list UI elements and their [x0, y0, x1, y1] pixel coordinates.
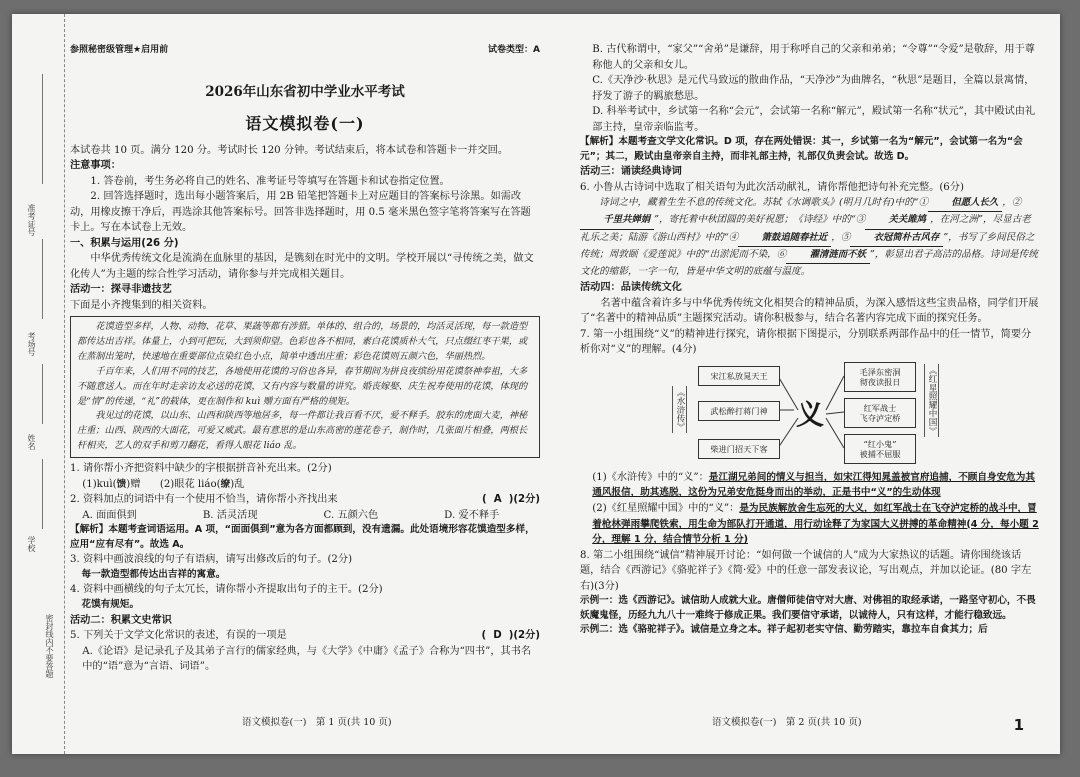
passage-text: ②	[1011, 197, 1022, 209]
score: (2分)	[513, 630, 540, 642]
option: A. 面面俱到	[82, 509, 137, 521]
question-8-example-2: 示例二：选《骆驼祥子》。诚信是立身之本。祥子起初老实守信、勤劳踏实，靠拉车自食其力；后	[580, 624, 988, 636]
activity-heading: 活动四：品读传统文化	[580, 282, 682, 294]
question-5-option-c: C.《天净沙·秋思》是元代马致远的散曲作品，“天净沙”为曲牌名，“秋思”是题目，全篇以景寓情，抒发了游子的羁旅愁思。	[592, 75, 1035, 102]
question-1-blanks	[70, 477, 540, 493]
blank-suffix: )赠	[126, 478, 141, 490]
question-3: 3. 资料中画波浪线的句子有语病，请写出修改后的句子。(2分)	[70, 554, 353, 566]
corner-page-number: 1	[1013, 716, 1024, 734]
notice-item: 2. 回答选择题时，选出每小题答案后，用 2B 铅笔把答题卡上对应题目的答案标号涂黑。如需改动，用橡皮擦干净后，再选涂其他答案标号。回答非选择题时，用 0.5 毫米黑色签字笔将答案写在答题卡上。写在本试卷上无效。	[70, 191, 531, 233]
question-6-passage	[580, 195, 1040, 280]
question-2-options	[70, 508, 540, 524]
page-1	[70, 14, 540, 675]
passage-text: ，在河之洲”，尽显古老礼乐之美；陆游《游山西村》中的“④	[580, 214, 1031, 243]
passage-text: 诗词之中，藏着生生不息的传统文化。苏轼《水调歌头》(明月几时有)中的“①	[599, 197, 929, 209]
binding-strip	[12, 14, 65, 754]
question-3-answer: 每一款造型都传达出吉祥的寓意。	[81, 568, 226, 580]
question-8-example-1: 示例一：选《西游记》。诚信助人成就大业。唐僧师徒信守对大唐、对佛祖的取经承诺，一路坚守初心，不畏妖魔鬼怪，历经九九八十一难终于修成正果。我们要信守承诺，以诚待人，只有这样，才能行稳致远。	[580, 595, 1036, 621]
bind-line	[42, 459, 43, 529]
passage-text: ，	[1002, 197, 1012, 209]
blank-prefix: (2)眼花 liáo(	[159, 478, 221, 490]
poem-answer: 箫鼓追随春社近	[738, 230, 831, 247]
activity-heading: 活动一：探寻非遗技艺	[70, 284, 172, 295]
question-2-answer: ( A )(2分)	[482, 494, 540, 506]
bind-label-room: 考场号	[27, 332, 36, 356]
passage-text: ，	[831, 231, 841, 243]
diagram-item: 毛泽东密洞 彻夜读报日	[844, 362, 916, 392]
question-2-analysis: 【解析】本题考查词语运用。A 项，“面面俱到”意为各方面都顾到，没有遗漏。此处语境形容花馍造型多样，应用“应有尽有”。故选 A。	[70, 524, 535, 550]
question-5-option-b: B. 古代称谓中，“家父”“舍弟”是谦辞，用于称呼自己的父亲和弟弟；“令尊”“令爱”是敬辞，用于尊称他人的父亲和女儿。	[592, 44, 1035, 71]
footer-page-2: 语文模拟卷(一) 第 2 页(共 10 页)	[712, 717, 862, 728]
answer-text: 是江湖兄弟间的情义与担当，如宋江得知晁盖被官府追捕，不顾自身安危为其通风报信，助其逃脱，这份为兄弟安危挺身而出的举动，正是书中“义”的生动体现	[592, 471, 1035, 499]
material-intro: 下面是小齐搜集到的相关资料。	[70, 299, 213, 311]
question-8: 8. 第二小组围绕“诚信”精神展开讨论：“如何做一个诚信的人”成为大家热议的话题。请你围绕该话题，结合《西游记》《骆驼祥子》《简·爱》中的任意一部发表议论，写出观点，并加以论证。(80 字左右)(3分)	[580, 549, 1032, 592]
diagram-item: “红小鬼” 被捕不屈服	[844, 434, 916, 464]
question-4-answer: 花馍有规矩。	[81, 598, 140, 610]
header	[70, 44, 540, 58]
bind-line	[42, 74, 43, 184]
question-5-analysis: 【解析】本题考查文学文化常识。D 项，存在两处错误：其一，乡试第一名为“解元”，会试第一名为“会元”；其二，殿试由皇帝亲自主持，而非礼部主持，礼部仅负责会试。故选 D。	[580, 136, 1023, 162]
question-5-option-a: A.《论语》是记录孔子及其弟子言行的儒家经典，与《大学》《中庸》《孟子》合称为“四书”，其书名中的“语”意为“言语、词语”。	[82, 645, 532, 673]
diagram-item: 红军战士 飞夺泸定桥	[844, 398, 916, 428]
exam-title: 2026年山东省初中学业水平考试	[205, 83, 405, 100]
answer-label: (1)《水浒传》中的“义”：	[592, 471, 709, 483]
answer-label: (2)《红星照耀中国》中的“义”：	[592, 503, 740, 514]
poem-answer: 但愿人长久	[928, 195, 1002, 212]
activity-intro: 名著中蕴含着许多与中华优秀传统文化相契合的精神品质，为深入感悟这些宝贵品格，同学们开展了“名著中的精神品质”主题探究活动。请你积极参与，结合名著内容完成下面的探究任务。	[580, 297, 1039, 325]
book-label-shuihu: 《水浒传》	[672, 386, 687, 433]
bind-line	[42, 239, 43, 319]
question-7: 7. 第一小组围绕“义”的精神进行探究，请你根据下图提示，分别联系两部作品中的任一情节，简要分析你对“义”的理解。(4分)	[580, 328, 1032, 356]
bind-line	[42, 364, 43, 424]
diagram-center: 义	[796, 397, 825, 431]
poem-answer: 关关雎鸠	[865, 212, 930, 229]
bind-label-school: 学校	[27, 536, 36, 552]
poem-answer: 衣冠简朴古风存	[850, 230, 943, 247]
secrecy-label: 参照秘密级管理★启用前	[70, 45, 169, 55]
question-5	[70, 628, 540, 644]
passage-text: ”，彰显出君子高洁的品格。诗词是传统文化的缩影，一字一句，皆是中华文明的底蕴与温度。	[580, 248, 1038, 277]
material-paragraph: 千百年来，人们用不同的技艺，各地使用花馍的习俗也各异，春节期间为拼良夜缤纷用花馍祭神奉祖，大多不随意送人。而在年时走亲访友必送的花馍，又有内容与数量的讲究。婚丧嫁娶、庆生祝寿使用的花馍，体现的是“情”的传递，“礼”的载体，更在制作和 kuì 赠方面有严格的规矩。	[77, 365, 528, 407]
notice-item: 1. 答卷前，考生务必将自己的姓名、准考证号等填写在答题卡和试卷指定位置。	[90, 175, 450, 187]
question-1: 1. 请你帮小齐把资料中缺少的字根据拼音补充出来。(2分)	[70, 463, 332, 475]
section-intro: 中华优秀传统文化是流淌在血脉里的基因，是镌刻在时光中的文明。学校开展以“寻传统之美，做文化传人”为主题的综合性学习活动，请你参与并完成相关题目。	[70, 253, 534, 280]
paper-title: 语文模拟卷(一)	[245, 114, 365, 134]
passage-text: ”，书写了乡间民俗之传统；周敦颐《爱莲说》中的“出淤泥而不染，⑥	[580, 231, 1035, 260]
bind-label-name: 姓名	[27, 434, 36, 450]
diagram-item: 宋江私放晁天王	[698, 366, 780, 386]
yi-diagram	[580, 362, 1040, 466]
page-2	[580, 42, 1040, 638]
question-2	[70, 492, 540, 508]
score: (2分)	[513, 494, 540, 506]
bind-label-exam-id: 准考证号	[27, 204, 36, 236]
answer-liao: 缭	[220, 478, 231, 490]
bind-note: 密封线内不要答题	[45, 614, 54, 678]
question-2-stem: 2. 资料加点的词语中有一个使用不恰当，请你帮小齐找出来	[70, 494, 338, 506]
poem-answer: 千里共婵娟	[580, 212, 654, 229]
activity-heading: 活动三：诵读经典诗词	[580, 166, 682, 178]
blank-suffix: )乱	[230, 478, 245, 490]
material-paragraph: 花馍造型多样，人物、动物、花草、果蔬等都有涉猎。单体的、组合的，场景的，均活灵活现，每一款造型都传达出吉祥。体量上，小到可把玩，大到须仰望。色彩也各不相同，素白花馍质朴大气，只点缀红枣干果，或在蒸制出笼时，快速地在重要部位点染红色小点，简单中透出庄重；彩色花馍则五颜六色，华丽热烈。	[77, 321, 528, 362]
notice-heading: 注意事项：	[70, 160, 121, 171]
question-5-answer: ( D )(2分)	[481, 630, 540, 642]
question-7-answer-1	[580, 470, 1040, 501]
question-6: 6. 小鲁从古诗词中选取了相关语句为此次活动献礼，请你帮他把诗句补充完整。(6分)	[580, 181, 964, 193]
option: C. 五颜六色	[323, 509, 379, 521]
answer-text: 是为民族解放舍生忘死的大义，如红军战士在飞夺泸定桥的战斗中，冒着枪林弹雨攀爬铁索，用生命为部队打开通道，用行动诠释了为家国大义拼搏的革命精神(4 分，每小题 2 分，理解 1 分，结合情节分析 1 分)	[592, 503, 1039, 546]
activity-heading: 活动二：积累文史常识	[70, 614, 172, 626]
section-heading: 一、积累与运用(26 分)	[70, 237, 179, 249]
diagram-item: 武松醉打蒋门神	[698, 401, 780, 421]
diagram-item: 柴进门招天下客	[698, 439, 780, 459]
poem-answer: 濯清涟而不妖	[786, 247, 869, 264]
material-box	[70, 316, 540, 458]
passage-text: ⑤	[840, 231, 851, 243]
answer-kui: 馈	[116, 478, 127, 490]
passage-text: ”，寄托着中秋团圆的美好祝愿；《诗经》中的“③	[654, 214, 866, 226]
question-4: 4. 资料中画横线的句子太冗长，请你帮小齐提取出句子的主干。(2分)	[70, 584, 383, 596]
option: B. 活灵活现	[202, 509, 258, 521]
blank-prefix: (1)kuì(	[82, 478, 117, 490]
intro: 本试卷共 10 页。满分 120 分。考试时长 120 分钟。考试结束后，将本试卷和答题卡一并交回。	[70, 144, 509, 156]
exam-paper	[12, 14, 1060, 754]
question-7-answer-2	[580, 501, 1040, 548]
question-5-option-d: D. 科举考试中，乡试第一名称“会元”，会试第一名称“解元”，殿试第一名称“状元”，其中殿试由礼部主持，皇帝亲临监考。	[592, 106, 1036, 133]
material-paragraph: 我见过的花馍，以山东、山西和陕西等地居多，每一件都让我百看不厌，爱不释手。胶东的虎面大麦，神秘庄重；山西、陕西的大面花，可爱又威武。最有意思的是山东高密的莲花卷子，制作时，几张面片相叠，两根长杆相夹，艺人的双手和剪刀翻花，看得人眼花 liáo 乱。	[77, 410, 528, 452]
question-5-stem: 5. 下列关于文学文化常识的表述，有误的一项是	[70, 630, 287, 642]
book-label-redstar: 《红星照耀中国》	[924, 364, 939, 437]
footer-page-1: 语文模拟卷(一) 第 1 页(共 10 页)	[242, 717, 392, 728]
paper-type: 试卷类型：A	[488, 45, 540, 55]
answer-letter: A	[493, 494, 502, 506]
option: D. 爱不释手	[444, 509, 500, 521]
answer-letter: D	[493, 630, 502, 642]
